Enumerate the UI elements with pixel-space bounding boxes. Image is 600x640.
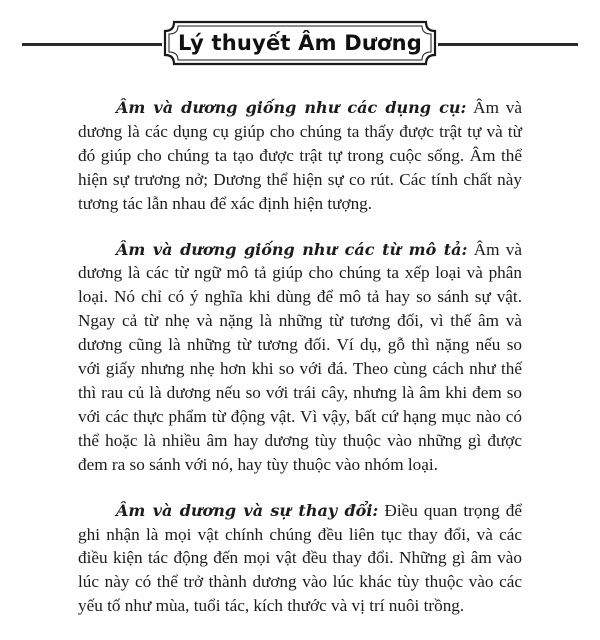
paragraph-lead: Âm và dương giống như các dụng cụ: (116, 98, 467, 117)
paragraph-tools (78, 96, 522, 216)
paragraph-lead: Âm và dương và sự thay đổi: (116, 500, 379, 520)
paragraph-text: Âm và dương là các dụng cụ giúp cho chúng ta thấy được trật tự và từ đó giúp cho chúng ta tạo được trật tự trong cuộc sống. Âm thể hiện sự trương nở; Dương thể hiện sự co rút. Các tính chất này tương tác lẫn nhau để xác định hiện tượng. (78, 98, 522, 213)
body-text (78, 96, 522, 640)
page-title: Lý thuyết Âm Dương (177, 31, 422, 55)
title-rule-left (22, 43, 162, 46)
paragraph-lead: Âm và dương giống như các từ mô tả: (116, 239, 468, 259)
paragraph-descriptors (78, 238, 522, 477)
paragraph-change (78, 499, 522, 619)
paragraph-text: Âm và dương là các từ ngữ mô tả giúp cho chúng ta xếp loại và phân loại. Nó chỉ có ý nghĩa khi dùng để mô tả hay so sánh sự vật. Ngay cả từ nhẹ và nặng là những từ tương đối, vì thế âm và dương cũng là những từ tương đối. Ví dụ, gỗ thì nặng nếu so với giấy nhưng nhẹ hơn khi so với đá. Theo cùng cách như thế thì rau củ là dương nếu so với trái cây, nhưng là âm khi đem so với các thực phẩm từ động vật. Vì vậy, bất cứ hạng mục nào có thể hoặc là nhiều âm hay dương tùy thuộc vào những gì được đem ra so sánh với nó, hay tùy thuộc vào nhóm loại. (78, 239, 522, 474)
title-frame (162, 19, 438, 67)
paragraph-text: Điều quan trọng để ghi nhận là mọi vật chính chúng đều liên tục thay đổi, và các điều kiện tác động đến mọi vật đều thay đổi. Những gì âm vào lúc này có thể trở thành dương vào lúc khác tùy thuộc vào các yếu tố như mùa, tuổi tác, kích thước và vị trí nuôi trồng. (78, 500, 523, 616)
title-rule-right (438, 43, 578, 46)
